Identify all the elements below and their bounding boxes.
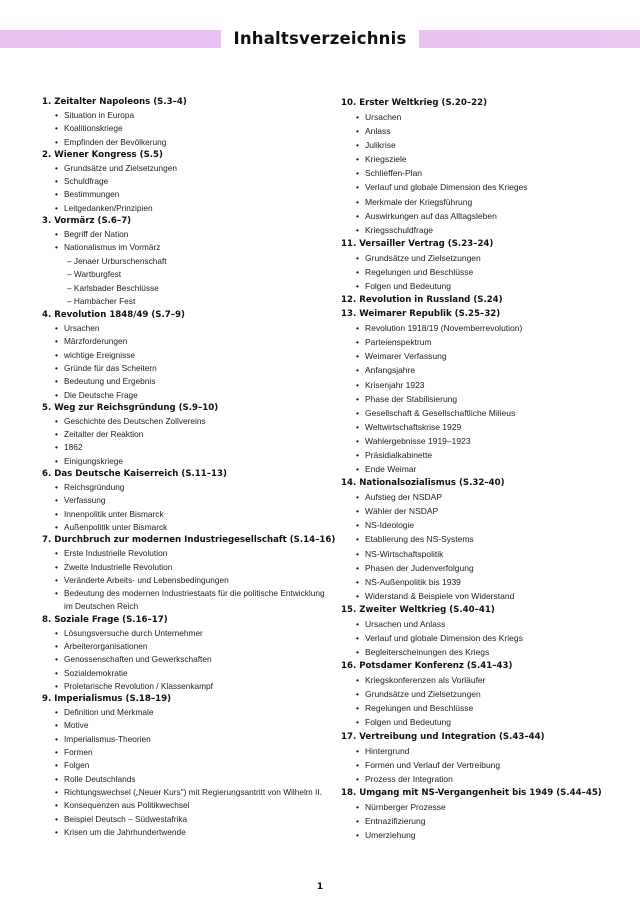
toc-entry: • Ursachen — [341, 110, 616, 124]
toc-section — [42, 534, 336, 613]
section-title: 2. Wiener Kongress (S.5) — [42, 149, 163, 160]
section-title: 17. Vertreibung und Integration (S.43–44) — [341, 731, 545, 742]
section-title: 10. Erster Weltkrieg (S.20–22) — [341, 98, 488, 108]
toc-subentry: – Jenaer Urburschenschaft — [67, 255, 167, 266]
toc-entry: • Verlauf und globale Dimension des Kriegs — [341, 631, 616, 645]
toc-entry: • Begriff der Nation — [42, 228, 327, 241]
section-title: 15. Zweiter Weltkrieg (S.40–41) — [341, 604, 495, 615]
toc-section — [42, 215, 327, 309]
toc-entry: • Julikrise — [341, 138, 616, 152]
toc-entry: • Innenpolitik unter Bismarck — [42, 508, 327, 521]
toc-entry: • Lösungsversuche durch Unternehmer — [42, 627, 327, 640]
toc-subentry: – Hambacher Fest — [67, 296, 136, 307]
toc-section — [341, 730, 616, 786]
toc-entry: • Krisen um die Jahrhundertwende — [42, 826, 327, 839]
toc-left-column — [42, 96, 336, 839]
toc-entry: • Hintergrund — [341, 744, 616, 758]
toc-entry: • Wähler der NSDAP — [341, 504, 616, 518]
toc-entry: • Entnazifizierung — [341, 814, 616, 828]
page-title — [0, 27, 640, 51]
toc-entry: • Folgen und Bedeutung — [341, 279, 616, 293]
toc-entry: • Revolution 1918/19 (Novemberrevolution) — [341, 321, 616, 335]
toc-entry: • Nürnberger Prozesse — [341, 800, 616, 814]
toc-entry: • Anfangsjahre — [341, 363, 616, 377]
toc-entry: • Weimarer Verfassung — [341, 349, 616, 363]
toc-entry: • Prozess der Integration — [341, 772, 616, 786]
toc-section — [42, 614, 327, 693]
toc-entry: • NS-Ideologie — [341, 518, 616, 532]
section-title: 11. Versailler Vertrag (S.23–24) — [341, 238, 494, 249]
toc-entry: • Phase der Stabilisierung — [341, 392, 616, 406]
toc-entry: • Schuldfrage — [42, 175, 327, 188]
toc-entry: • Formen — [42, 746, 327, 759]
toc-entry: • Grundsätze und Zielsetzungen — [341, 251, 616, 265]
toc-entry: • Kriegsschuldfrage — [341, 223, 616, 237]
toc-entry: • Bedeutung und Ergebnis — [42, 375, 327, 388]
toc-entry: • Ursachen — [42, 322, 327, 335]
toc-entry: • Genossenschaften und Gewerkschaften — [42, 653, 327, 666]
toc-section — [341, 603, 616, 659]
toc-section — [42, 468, 327, 534]
toc-entry: • Beispiel Deutsch – Südwestafrika — [42, 813, 327, 826]
toc-entry: • Ursachen und Anlass — [341, 617, 616, 631]
toc-entry: • Imperialismus-Theorien — [42, 733, 327, 746]
toc-entry: • Situation in Europa — [42, 109, 327, 122]
toc-subentry: – Wartburgfest — [67, 269, 122, 280]
toc-entry: • Motive — [42, 719, 327, 732]
toc-entry: • Schlieffen-Plan — [341, 166, 616, 180]
toc-entry: • Konsequenzen aus Politikwechsel — [42, 799, 327, 812]
section-title: 9. Imperialismus (S.18–19) — [42, 694, 172, 705]
toc-entry: • Umerziehung — [341, 828, 616, 842]
toc-entry: • NS-Außenpolitik bis 1939 — [341, 575, 616, 589]
toc-entry: • Empfinden der Bevölkerung — [42, 136, 327, 149]
toc-entry: • Zeitalter der Reaktion — [42, 428, 327, 441]
toc-entry: • Krisenjahr 1923 — [341, 378, 616, 392]
toc-entry: • Formen und Verlauf der Vertreibung — [341, 758, 616, 772]
toc-entry: • Einigungskriege — [42, 455, 327, 468]
toc-entry: • Koalitionskriege — [42, 122, 327, 135]
toc-entry: • Phasen der Judenverfolgung — [341, 561, 616, 575]
toc-entry: • Auswirkungen auf das Alltagsleben — [341, 209, 616, 223]
toc-section — [341, 307, 616, 476]
toc-entry: • Verfassung — [42, 494, 327, 507]
toc-entry: • Anlass — [341, 124, 616, 138]
toc-entry: • Geschichte des Deutschen Zollvereins — [42, 415, 327, 428]
toc-entry: • Bestimmungen — [42, 188, 327, 201]
toc-entry: • Aufstieg der NSDAP — [341, 490, 616, 504]
toc-entry: • Zweite Industrielle Revolution — [42, 561, 327, 574]
toc-entry: • 1862 — [42, 441, 327, 454]
toc-section — [42, 693, 327, 839]
toc-entry: • Märzforderungen — [42, 335, 327, 348]
section-title: 14. Nationalsozialismus (S.32–40) — [341, 478, 505, 489]
toc-entry: • Merkmale der Kriegsführung — [341, 195, 616, 209]
toc-entry: • wichtige Ereignisse — [42, 349, 327, 362]
section-title: 12. Revolution in Russland (S.24) — [341, 295, 503, 306]
toc-entry: • Regelungen und Beschlüsse — [341, 701, 616, 715]
toc-subentry: – Karlsbader Beschlüsse — [67, 282, 159, 293]
toc-entry: • Nationalismus im Vormärz — [42, 241, 327, 254]
toc-entry: • Die Deutsche Frage — [42, 389, 327, 402]
toc-entry: • Regelungen und Beschlüsse — [341, 265, 616, 279]
toc-entry: • Begleiterscheinungen des Kriegs — [341, 645, 616, 659]
toc-entry: • Kriegsziele — [341, 152, 616, 166]
toc-entry: • Weltwirtschaftskrise 1929 — [341, 420, 616, 434]
toc-entry: • Reichsgründung — [42, 481, 327, 494]
toc-entry: • Kriegskonferenzen als Vorläufer — [341, 673, 616, 687]
toc-entry: • Leitgedanken/Prinzipien — [42, 202, 327, 215]
toc-entry: • Sozialdemokratie — [42, 667, 327, 680]
toc-section — [341, 786, 616, 842]
toc-entry: • NS-Wirtschaftspolitik — [341, 547, 616, 561]
section-title: 7. Durchbruch zur modernen Industriegesellschaft (S.14–16) — [42, 535, 336, 546]
toc-entry: • Parteienspektrum — [341, 335, 616, 349]
toc-entry: • Folgen — [42, 759, 327, 772]
toc-section — [42, 96, 327, 149]
toc-entry: • Definition und Merkmale — [42, 706, 327, 719]
section-title: 1. Zeitalter Napoleons (S.3–4) — [42, 97, 187, 107]
toc-entry: • Wahlergebnisse 1919–1923 — [341, 434, 616, 448]
page-title-text: Inhaltsverzeichnis — [221, 27, 418, 51]
toc-section — [42, 309, 327, 402]
toc-section — [341, 96, 616, 237]
toc-entry: • Grundsätze und Zielsetzungen — [42, 162, 327, 175]
toc-entry: • Ende Weimar — [341, 462, 616, 476]
section-title: 3. Vormärz (S.6–7) — [42, 216, 132, 227]
toc-entry: • Veränderte Arbeits- und Lebensbedingungen — [42, 574, 327, 587]
toc-entry: • Erste Industrielle Revolution — [42, 547, 327, 560]
section-title: 18. Umgang mit NS-Vergangenheit bis 1949 (S.44–45) — [341, 787, 602, 798]
toc-section — [341, 659, 616, 729]
section-title: 4. Revolution 1848/49 (S.7–9) — [42, 310, 185, 321]
page-number: 1 — [316, 882, 324, 892]
section-title: 6. Das Deutsche Kaiserreich (S.11–13) — [42, 469, 227, 480]
toc-entry: • Arbeiterorganisationen — [42, 640, 327, 653]
section-title: 13. Weimarer Republik (S.25–32) — [341, 309, 501, 320]
section-title: 16. Potsdamer Konferenz (S.41–43) — [341, 661, 513, 672]
toc-entry: • Grundsätze und Zielsetzungen — [341, 687, 616, 701]
toc-section — [341, 237, 616, 293]
toc-entry: • Etablierung des NS-Systems — [341, 532, 616, 546]
toc-entry: • Gründe für das Scheitern — [42, 362, 327, 375]
toc-entry: • Widerstand & Beispiele von Widerstand — [341, 589, 616, 603]
toc-section — [341, 476, 616, 603]
toc-entry: • Präsidialkabinette — [341, 448, 616, 462]
toc-right-column — [341, 96, 616, 842]
toc-entry: • Richtungswechsel („Neuer Kurs") mit Regierungsantritt von Wilhelm II. — [42, 786, 327, 799]
toc-entry: • Verlauf und globale Dimension des Krieges — [341, 180, 616, 194]
toc-entry: • Gesellschaft & Gesellschaftliche Milieus — [341, 406, 616, 420]
toc-section — [42, 149, 327, 215]
toc-entry: • Außenpolitik unter Bismarck — [42, 521, 327, 534]
section-title: 5. Weg zur Reichsgründung (S.9–10) — [42, 402, 219, 413]
toc-entry: • Rolle Deutschlands — [42, 773, 327, 786]
toc-entry: • Proletarische Revolution / Klassenkampf — [42, 680, 327, 693]
toc-entry: • Bedeutung des modernen Industriestaats für die politische Entwicklung im Deutschen Reich — [42, 587, 327, 614]
toc-entry: • Folgen und Bedeutung — [341, 715, 616, 729]
toc-section — [42, 402, 327, 468]
toc-section — [341, 293, 616, 307]
section-title: 8. Soziale Frage (S.16–17) — [42, 614, 168, 625]
